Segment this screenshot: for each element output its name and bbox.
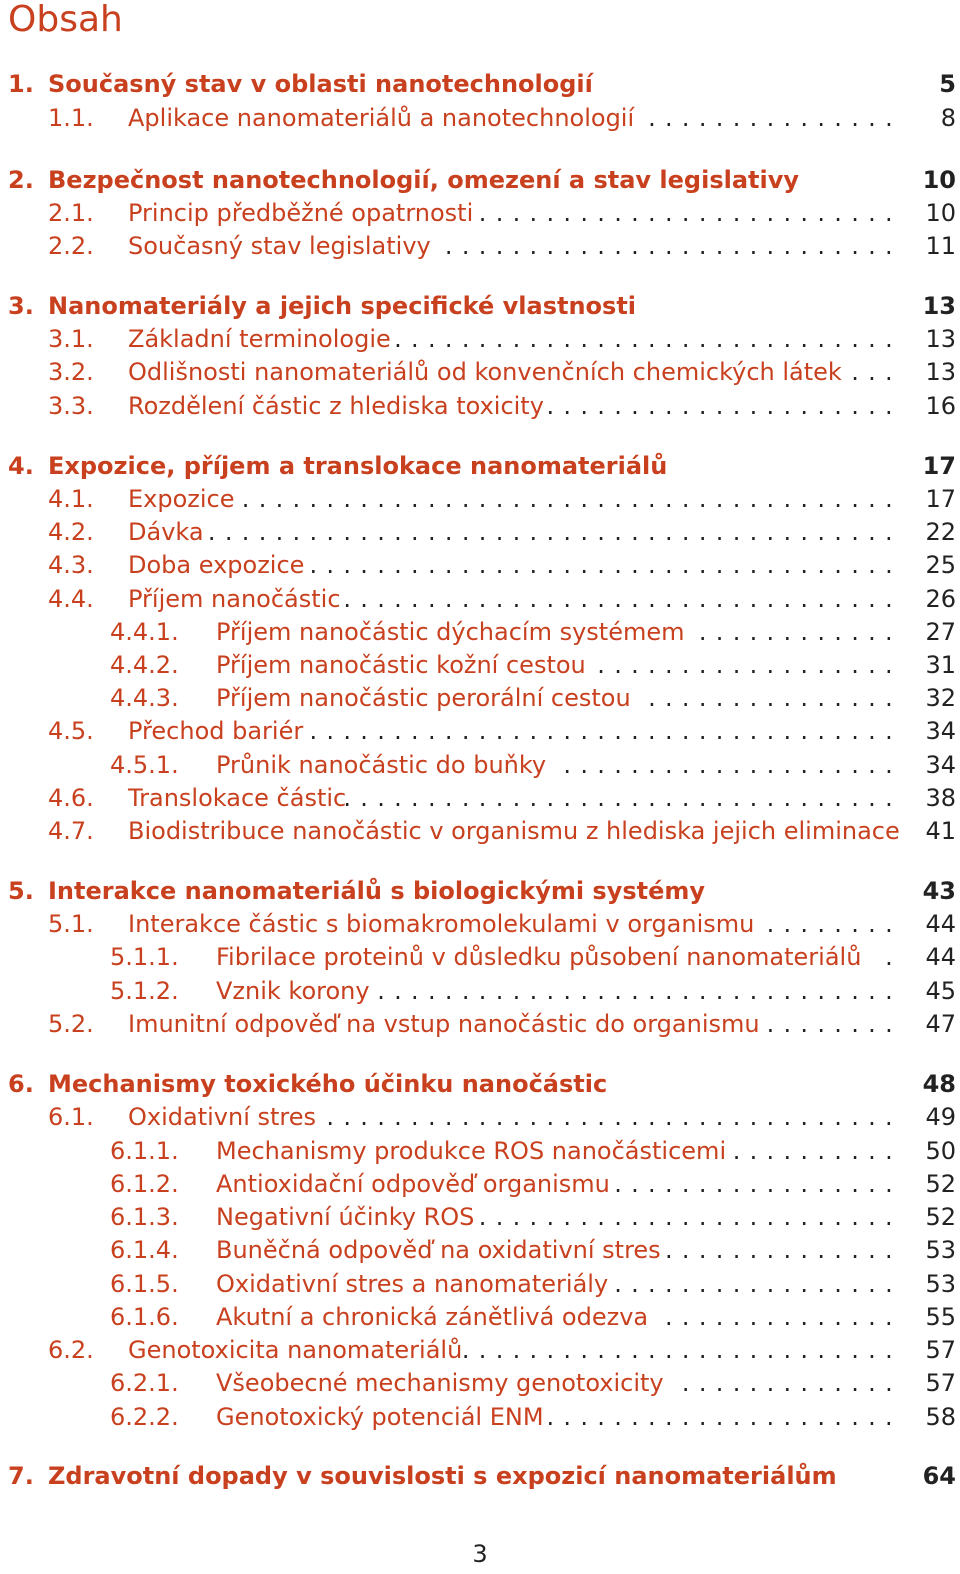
toc-entry-title[interactable]: Interakce částic s biomakromolekulami v organismu (128, 910, 755, 938)
toc-entry-title[interactable]: Genotoxický potenciál ENM (216, 1403, 544, 1431)
toc-entry-number: 7. (8, 1462, 34, 1490)
leader-dots: ..................... (546, 1403, 902, 1431)
leader-dots: .................. (597, 651, 902, 679)
toc-entry-page: 58 (925, 1403, 956, 1431)
toc-entry-page: 5 (939, 70, 956, 98)
toc-entry-title[interactable]: Přechod bariér (128, 717, 304, 745)
toc-entry-title[interactable]: Základní terminologie (128, 325, 391, 353)
toc-entry[interactable] (0, 908, 960, 941)
leader-dots: .......................... (461, 1336, 902, 1364)
leader-dots: .......... (732, 1137, 902, 1165)
toc-entry-page: 55 (925, 1303, 956, 1331)
toc-entry-page: 50 (925, 1137, 956, 1165)
toc-entry-title[interactable]: Příjem nanočástic kožní cestou (216, 651, 586, 679)
toc-entry-number: 3. (8, 292, 34, 320)
toc-entry-title[interactable]: Příjem nanočástic dýchacím systémem (216, 618, 685, 646)
toc-entry[interactable] (0, 164, 960, 197)
toc-entry[interactable] (0, 649, 960, 682)
toc-entry-number: 6.1.1. (110, 1137, 179, 1165)
toc-entry-title[interactable]: Rozdělení částic z hlediska toxicity (128, 392, 544, 420)
toc-entry-page: 38 (925, 784, 956, 812)
toc-entry-page: 48 (922, 1070, 956, 1098)
toc-entry[interactable] (0, 1101, 960, 1134)
toc-entry-number: 6.1.5. (110, 1270, 179, 1298)
toc-entry-number: 6. (8, 1070, 34, 1098)
toc-entry-number: 6.1.2. (110, 1170, 179, 1198)
toc-entry-title[interactable]: Akutní a chronická zánětlivá odezva (216, 1303, 649, 1331)
toc-entry-page: 26 (925, 585, 956, 613)
toc-entry[interactable] (0, 1135, 960, 1168)
toc-entry-number: 4.1. (48, 485, 94, 513)
toc-entry-title[interactable]: Translokace částic (128, 784, 347, 812)
toc-entry-title[interactable]: Bezpečnost nanotechnologií, omezení a stav legislativy (48, 166, 800, 194)
toc-entry-number: 5.1. (48, 910, 94, 938)
toc-entry-title[interactable]: Biodistribuce nanočástic v organismu z hlediska jejich eliminace (128, 817, 900, 845)
toc-entry-page: 45 (925, 977, 956, 1005)
toc-entry-page: 49 (925, 1103, 956, 1131)
toc-entry[interactable] (0, 68, 960, 101)
leader-dots: ........................... (444, 232, 902, 260)
toc-entry-page: 53 (925, 1270, 956, 1298)
toc-entry[interactable] (0, 323, 960, 356)
toc-entry-title[interactable]: Negativní účinky ROS (216, 1203, 475, 1231)
toc-entry-number: 4.5. (48, 717, 94, 745)
leader-dots: ......................................... (207, 518, 902, 546)
toc-entry[interactable] (0, 483, 960, 516)
toc-entry[interactable] (0, 1401, 960, 1434)
toc-entry-page: 13 (922, 292, 956, 320)
toc-entry-title[interactable]: Nanomateriály a jejich specifické vlastnosti (48, 292, 637, 320)
toc-entry[interactable] (0, 1168, 960, 1201)
leader-dots: .............. (664, 1236, 902, 1264)
leader-dots: ........ (766, 1010, 902, 1038)
leader-dots: ........ (766, 910, 902, 938)
toc-entry[interactable] (0, 290, 960, 323)
toc-entry-title[interactable]: Zdravotní dopady v souvislosti s expozicí nanomateriálům (48, 1462, 837, 1490)
toc-entry[interactable] (0, 1008, 960, 1041)
toc-entry[interactable] (0, 782, 960, 815)
toc-entry-page: 44 (925, 943, 956, 971)
leader-dots: ............................... (377, 977, 902, 1005)
toc-entry-title[interactable]: Vznik korony (216, 977, 370, 1005)
toc-entry-title[interactable]: Mechanismy toxického účinku nanočástic (48, 1070, 608, 1098)
toc-entry[interactable] (0, 230, 960, 263)
toc-entry[interactable] (0, 1268, 960, 1301)
toc-entry-number: 3.2. (48, 358, 94, 386)
toc-entry-number: 4.6. (48, 784, 94, 812)
toc-entry-number: 1. (8, 70, 34, 98)
leader-dots: ............... (648, 684, 902, 712)
toc-entry-title[interactable]: Antioxidační odpověď organismu (216, 1170, 610, 1198)
toc-entry-title[interactable]: Dávka (128, 518, 204, 546)
toc-entry-page: 13 (925, 325, 956, 353)
leader-dots: ......................... (478, 1203, 902, 1231)
leader-dots: ............. (681, 1369, 902, 1397)
toc-entry-page: 64 (922, 1462, 956, 1490)
leader-dots: ............ (698, 618, 902, 646)
toc-entry-title[interactable]: Interakce nanomateriálů s biologickými systémy (48, 877, 706, 905)
toc-entry-title[interactable]: Expozice, příjem a translokace nanomateriálů (48, 452, 668, 480)
toc-entry-number: 5.1.1. (110, 943, 179, 971)
toc-entry-page: 22 (925, 518, 956, 546)
toc-entry[interactable] (0, 1334, 960, 1367)
toc-entry[interactable] (0, 549, 960, 582)
toc-entry-page: 41 (925, 817, 956, 845)
toc-entry[interactable] (0, 1201, 960, 1234)
toc-entry-page: 34 (925, 717, 956, 745)
toc-entry-number: 6.2. (48, 1336, 94, 1364)
toc-entry-page: 31 (925, 651, 956, 679)
toc-entry-number: 5.2. (48, 1010, 94, 1038)
toc-entry-number: 6.1. (48, 1103, 94, 1131)
toc-entry-page: 34 (925, 751, 956, 779)
toc-entry-number: 4.7. (48, 817, 94, 845)
leader-dots: ....................................... (241, 485, 902, 513)
toc-entry-number: 4.2. (48, 518, 94, 546)
toc-entry-page: 52 (925, 1170, 956, 1198)
toc-entry[interactable] (0, 1234, 960, 1267)
toc-entry-title[interactable]: Fibrilace proteinů v důsledku působení nanomateriálů (216, 943, 862, 971)
toc-entry-title[interactable]: Doba expozice (128, 551, 305, 579)
toc-entry-number: 2.1. (48, 199, 94, 227)
toc-entry-page: 43 (922, 877, 956, 905)
toc-entry[interactable] (0, 450, 960, 483)
toc-entry[interactable] (0, 941, 960, 974)
toc-entry-number: 4.4.1. (110, 618, 179, 646)
toc-entry-page: 17 (925, 485, 956, 513)
leader-dots: ......................... (478, 199, 902, 227)
toc-entry-page: 27 (925, 618, 956, 646)
toc-entry-number: 3.1. (48, 325, 94, 353)
leader-dots: ................. (614, 1270, 902, 1298)
toc-entry[interactable] (0, 815, 960, 848)
leader-dots: ............... (648, 104, 902, 132)
leader-dots: ................................... (309, 717, 902, 745)
toc-entry[interactable] (0, 102, 960, 135)
toc-entry-title[interactable]: Expozice (128, 485, 235, 513)
toc-entry-page: 17 (922, 452, 956, 480)
toc-entry[interactable] (0, 715, 960, 748)
toc-entry-title[interactable]: Princip předběžné opatrnosti (128, 199, 474, 227)
leader-dots: ................................. (343, 784, 902, 812)
toc-entry[interactable] (0, 197, 960, 230)
toc-entry-page: 25 (925, 551, 956, 579)
toc-entry-title[interactable]: Genotoxicita nanomateriálů (128, 1336, 463, 1364)
leader-dots: .............. (664, 1303, 902, 1331)
toc-entry-number: 6.1.6. (110, 1303, 179, 1331)
page-title: Obsah (8, 0, 123, 40)
toc-entry-page: 8 (940, 104, 956, 132)
toc-entry-number: 4.4.2. (110, 651, 179, 679)
toc-entry[interactable] (0, 875, 960, 908)
toc-entry-number: 6.1.3. (110, 1203, 179, 1231)
toc-entry-page: 57 (925, 1336, 956, 1364)
leader-dots: ................. (614, 1170, 902, 1198)
toc-entry-page: 57 (925, 1369, 956, 1397)
toc-entry[interactable] (0, 516, 960, 549)
toc-entry[interactable] (0, 1460, 960, 1493)
toc-entry-number: 6.2.2. (110, 1403, 179, 1431)
toc-entry-title[interactable]: Oxidativní stres a nanomateriály (216, 1270, 609, 1298)
toc-entry[interactable] (0, 975, 960, 1008)
toc-entry-title[interactable]: Příjem nanočástic (128, 585, 341, 613)
page-number: 3 (472, 1540, 488, 1568)
toc-entry[interactable] (0, 616, 960, 649)
toc-entry[interactable] (0, 1068, 960, 1101)
toc-entry-number: 4.4.3. (110, 684, 179, 712)
toc-entry-number: 6.2.1. (110, 1369, 179, 1397)
leader-dots: .................................. (326, 1103, 902, 1131)
toc-entry[interactable] (0, 1367, 960, 1400)
toc-entry[interactable] (0, 682, 960, 715)
toc-entry-title[interactable]: Současný stav v oblasti nanotechnologií (48, 70, 593, 98)
toc-entry-title[interactable]: Aplikace nanomateriálů a nanotechnologií (128, 104, 635, 132)
toc-entry-page: 32 (925, 684, 956, 712)
toc-entry-title[interactable]: Příjem nanočástic perorální cestou (216, 684, 631, 712)
toc-entry-number: 4.3. (48, 551, 94, 579)
toc-entry-page: 16 (925, 392, 956, 420)
toc-entry-page: 11 (925, 232, 956, 260)
toc-entry[interactable] (0, 1301, 960, 1334)
toc-entry-title[interactable]: Všeobecné mechanismy genotoxicity (216, 1369, 664, 1397)
leader-dots: ..................... (546, 392, 902, 420)
leader-dots: . (885, 943, 902, 971)
toc-entry-number: 4.5.1. (110, 751, 179, 779)
toc-entry-page: 44 (925, 910, 956, 938)
toc-entry-page: 10 (922, 166, 956, 194)
toc-entry-number: 4. (8, 452, 34, 480)
toc-entry-title[interactable]: Buněčná odpověď na oxidativní stres (216, 1236, 661, 1264)
toc-entry-page: 53 (925, 1236, 956, 1264)
toc-entry[interactable] (0, 583, 960, 616)
toc-entry-number: 2. (8, 166, 34, 194)
toc-entry-page: 47 (925, 1010, 956, 1038)
toc-entry-title[interactable]: Imunitní odpověď na vstup nanočástic do organismu (128, 1010, 760, 1038)
toc-entry-number: 2.2. (48, 232, 94, 260)
toc-entry[interactable] (0, 749, 960, 782)
toc-entry-title[interactable]: Současný stav legislativy (128, 232, 431, 260)
toc-entry-page: 13 (925, 358, 956, 386)
leader-dots: .............................. (394, 325, 902, 353)
leader-dots: ... (851, 358, 902, 386)
toc-entry-number: 4.4. (48, 585, 94, 613)
leader-dots: .................... (563, 751, 902, 779)
toc-entry-number: 5.1.2. (110, 977, 179, 1005)
toc-entry-page: 10 (925, 199, 956, 227)
leader-dots: ................................. (343, 585, 902, 613)
toc-entry-title[interactable]: Mechanismy produkce ROS nanočásticemi (216, 1137, 727, 1165)
toc-entry-title[interactable]: Průnik nanočástic do buňky (216, 751, 547, 779)
toc-entry-number: 5. (8, 877, 34, 905)
leader-dots: ................................... (309, 551, 902, 579)
toc-entry[interactable] (0, 390, 960, 423)
toc-entry[interactable] (0, 356, 960, 389)
toc-entry-page: 52 (925, 1203, 956, 1231)
toc-entry-number: 6.1.4. (110, 1236, 179, 1264)
toc-entry-number: 3.3. (48, 392, 94, 420)
toc-entry-title[interactable]: Oxidativní stres (128, 1103, 317, 1131)
toc-entry-title[interactable]: Odlišnosti nanomateriálů od konvenčních chemických látek (128, 358, 842, 386)
toc-entry-number: 1.1. (48, 104, 94, 132)
